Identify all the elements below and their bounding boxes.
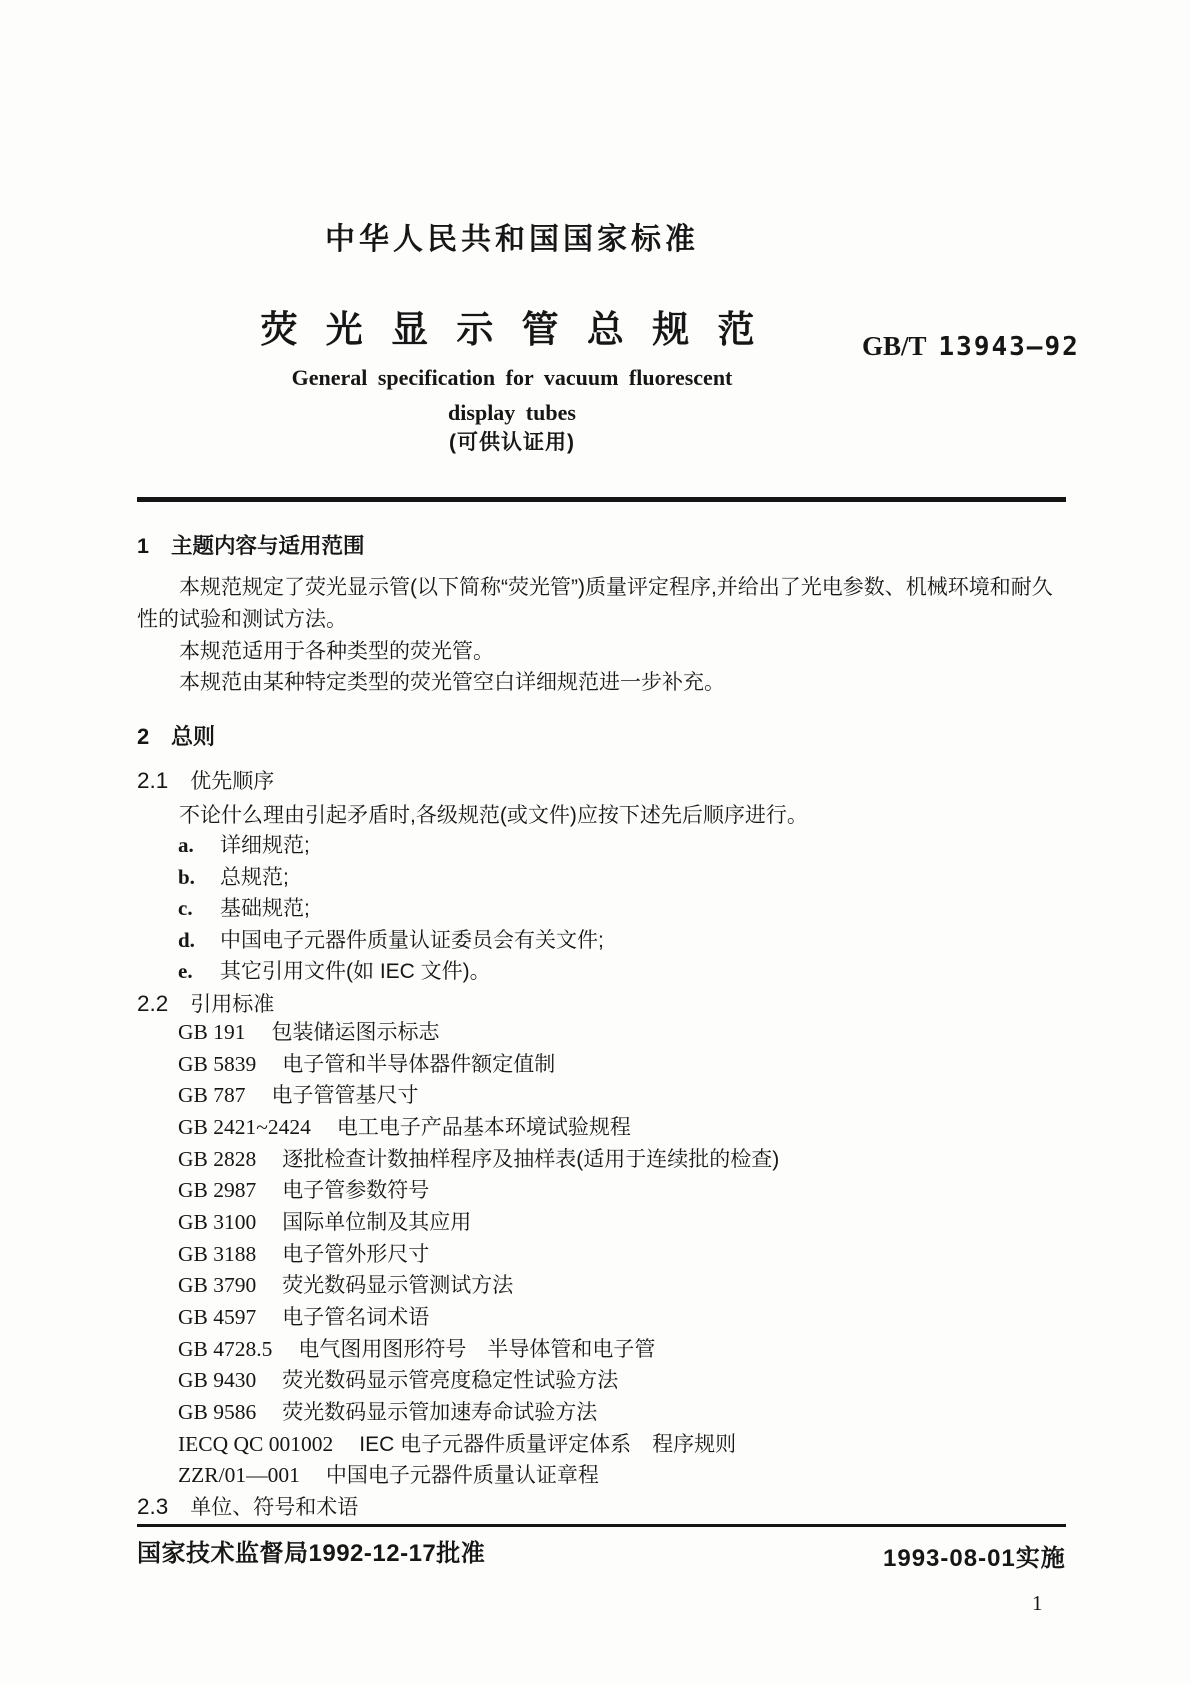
standard-code <box>862 331 1080 362</box>
national-standard-label: 中华人民共和国国家标准 <box>325 223 699 256</box>
item-label: e. <box>178 959 193 984</box>
paragraph-line: 本规范由某种特定类型的荧光管空白详细规范进一步补充。 <box>179 671 725 695</box>
subsection-2-1-number: 2.1 <box>137 768 169 793</box>
standard-code-text: GB 9586 <box>178 1399 257 1424</box>
subsection-2-2-heading <box>137 988 274 1018</box>
subsection-2-1-intro: 不论什么理由引起矛盾时,各级规范(或文件)应按下述先后顺序进行。 <box>179 804 808 827</box>
subsection-2-3-title: 单位、符号和术语 <box>190 1496 359 1519</box>
footer-rule <box>137 1524 1066 1527</box>
priority-item <box>137 893 604 925</box>
standard-code-text: GB 3100 <box>178 1209 257 1234</box>
priority-item <box>137 956 604 988</box>
subsection-2-3-heading <box>137 1491 358 1521</box>
document-title-en-line1: General specification for vacuum fluorescent <box>291 365 733 390</box>
document-title-cn: 荧 光 显 示 管 总 规 范 <box>260 309 764 350</box>
standard-code-text: GB 4728.5 <box>178 1336 273 1361</box>
subsection-2-2-title: 引用标准 <box>190 993 275 1016</box>
standard-code-text: GB 191 <box>178 1020 246 1044</box>
priority-item <box>137 830 604 862</box>
standard-row <box>137 1144 779 1176</box>
standard-code-text: GB 3188 <box>178 1241 257 1266</box>
standard-name: 电子管管基尺寸 <box>271 1084 419 1108</box>
standard-row <box>137 1302 779 1334</box>
standard-name: 国际单位制及其应用 <box>282 1210 472 1234</box>
document-title-en-line2: display tubes <box>448 400 576 425</box>
approval-note: 国家技术监督局1992-12-17批准 <box>137 1540 486 1567</box>
standard-row <box>137 1334 779 1366</box>
paragraph-line: 本规范规定了荧光显示管(以下简称“荧光管”)质量评定程序,并给出了光电参数、机械环境和耐久 <box>179 576 1053 599</box>
item-text: 总规范; <box>220 865 289 889</box>
subsection-2-1-title: 优先顺序 <box>190 770 275 793</box>
standard-code-text: GB 787 <box>178 1083 246 1108</box>
standard-row <box>137 1207 779 1239</box>
item-text: 基础规范; <box>220 897 310 921</box>
standard-name: 电子管参数符号 <box>282 1179 430 1203</box>
standard-name: 电子管外形尺寸 <box>282 1242 430 1266</box>
item-label: c. <box>178 896 193 921</box>
section-1-title: 主题内容与适用范围 <box>171 534 365 558</box>
subsection-2-2-number: 2.2 <box>137 991 169 1016</box>
implementation-note: 1993-08-01实施 <box>883 1545 1066 1572</box>
standard-row <box>137 1270 779 1302</box>
standard-name: 荧光数码显示管测试方法 <box>282 1274 514 1298</box>
standard-row <box>137 1239 779 1271</box>
standard-row <box>137 1429 779 1461</box>
section-2-heading <box>137 720 215 751</box>
subsection-2-1-heading <box>137 765 274 795</box>
priority-item <box>137 925 604 957</box>
standard-name: IEC 电子元器件质量评定体系 程序规则 <box>359 1432 737 1456</box>
subsection-2-3-number: 2.3 <box>137 1494 169 1519</box>
standard-row <box>137 1112 779 1144</box>
standard-name: 电工电子产品基本环境试验规程 <box>336 1115 631 1139</box>
standard-row <box>137 1397 779 1429</box>
standard-name: 荧光数码显示管亮度稳定性试验方法 <box>282 1369 619 1393</box>
paragraph-line: 本规范适用于各种类型的荧光管。 <box>179 639 494 663</box>
standard-row <box>137 1049 779 1081</box>
standard-name: 逐批检查计数抽样程序及抽样表(适用于连续批的检查) <box>282 1147 780 1171</box>
standard-code-number: 13943—92 <box>938 332 1080 362</box>
standard-row <box>137 1175 779 1207</box>
item-label: d. <box>178 927 195 952</box>
section-2-number: 2 <box>137 724 150 749</box>
standard-code-text: GB 9430 <box>178 1368 257 1393</box>
standard-row <box>137 1080 779 1112</box>
standard-code-text: GB 5839 <box>178 1051 257 1076</box>
standard-name: 包装储运图示标志 <box>271 1021 440 1044</box>
item-text: 其它引用文件(如 IEC 文件)。 <box>220 960 491 984</box>
standard-name: 电子管和半导体器件额定值制 <box>282 1052 556 1076</box>
section-1-paragraphs <box>137 572 1072 699</box>
item-text: 详细规范; <box>220 834 310 857</box>
standard-code-text: GB 3790 <box>178 1273 257 1298</box>
item-label: b. <box>178 864 195 889</box>
standard-code-text: GB 2421~2424 <box>178 1114 311 1139</box>
item-label: a. <box>178 833 194 857</box>
priority-item <box>137 862 604 894</box>
priority-list <box>137 830 604 988</box>
standard-name: 中国电子元器件质量认证章程 <box>325 1464 599 1488</box>
page-number: 1 <box>1032 1591 1043 1615</box>
standard-code-text: GB 2828 <box>178 1146 257 1171</box>
standard-name: 荧光数码显示管加速寿命试验方法 <box>282 1400 598 1424</box>
standard-row <box>137 1460 779 1492</box>
standard-row <box>137 1365 779 1397</box>
standards-list <box>137 1017 779 1492</box>
standard-code-text: ZZR/01—001 <box>178 1463 300 1488</box>
standard-code-text: GB 4597 <box>178 1304 257 1329</box>
paragraph-line: 性的试验和测试方法。 <box>137 607 347 631</box>
section-2-title: 总则 <box>171 724 216 749</box>
standard-row <box>137 1017 779 1049</box>
header-rule <box>137 497 1066 502</box>
standard-name: 电子管名词术语 <box>282 1305 430 1329</box>
standard-code-prefix: GB/T <box>862 331 927 361</box>
item-text: 中国电子元器件质量认证委员会有关文件; <box>220 928 604 952</box>
section-1-number: 1 <box>137 534 149 558</box>
section-1-heading <box>137 529 365 560</box>
standard-code-text: GB 2987 <box>178 1178 257 1203</box>
certification-note: (可供认证用) <box>449 431 575 454</box>
standard-code-text: IECQ QC 001002 <box>178 1431 334 1456</box>
standard-name: 电气图用图形符号 半导体管和电子管 <box>298 1337 656 1361</box>
